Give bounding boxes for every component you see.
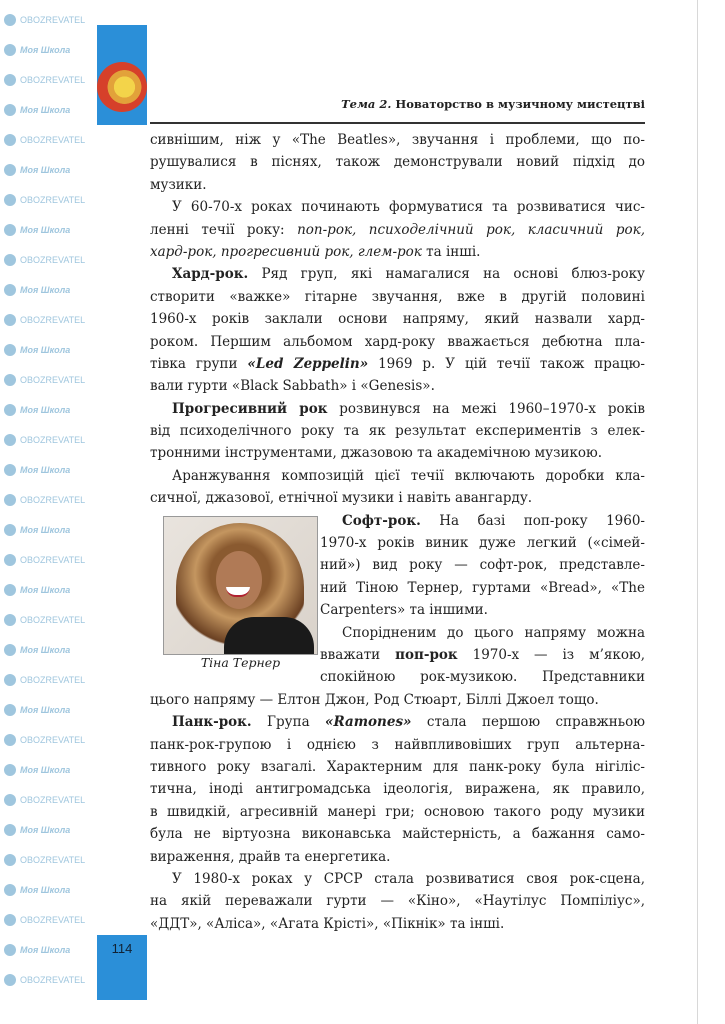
text-line	[150, 801, 645, 823]
text: створити «важке» гітарне звучання, вже в другій половині	[150, 288, 645, 305]
text: 1970-х — із м’якою,	[457, 646, 645, 663]
text-line	[150, 174, 645, 196]
watermark-logo-icon	[4, 554, 16, 566]
text: від психоделічного року та як результат експериментів з елек-	[150, 423, 645, 440]
watermark	[4, 464, 70, 476]
watermark	[4, 314, 85, 326]
watermark-text: OBOZREVATEL	[20, 915, 86, 925]
watermark	[4, 164, 70, 176]
watermark-logo-icon	[4, 194, 16, 206]
text-line	[150, 286, 645, 308]
watermark-text: OBOZREVATEL	[20, 75, 86, 85]
watermark-logo-icon	[4, 854, 16, 866]
text: «ДДТ», «Аліса», «Агата Крісті», «Пікнік» та інші.	[150, 915, 505, 932]
text: цього напряму — Елтон Джон, Род Стюарт, Біллі Джоел тощо.	[150, 691, 599, 708]
watermark-text: OBOZREVATEL	[20, 735, 86, 745]
watermark	[4, 374, 85, 386]
text: У 1980-х роках у СРСР стала розвиватися своя рок-сцена,	[172, 870, 645, 887]
music-emblem-icon	[97, 62, 147, 112]
text: 1960-х років заклали основи напряму, який назвали хард-	[150, 311, 645, 328]
page-edge-line	[697, 0, 698, 1024]
text: ний Тіною Тернер, гуртами «Bread», «The	[320, 579, 645, 596]
text-line	[320, 532, 645, 554]
watermark	[4, 734, 85, 746]
page-number: 114	[111, 941, 133, 956]
watermark-logo-icon	[4, 734, 16, 746]
term-italic: хард-рок, прогресивний рок, глем-рок	[150, 243, 422, 260]
watermark	[4, 554, 85, 566]
watermark-text: OBOZREVATEL	[20, 195, 86, 205]
watermark-text: Моя Школа	[20, 45, 71, 55]
watermark-text: OBOZREVATEL	[20, 375, 86, 385]
text: Carpenters» та іншими.	[320, 602, 488, 619]
watermark-logo-icon	[4, 974, 16, 986]
watermark-text: OBOZREVATEL	[20, 555, 86, 565]
watermark-logo-icon	[4, 824, 16, 836]
text: роком. Першим альбомом хард-року вважається дебютна пла-	[150, 333, 645, 350]
text: На базі поп-року 1960-	[420, 512, 645, 529]
running-header	[150, 97, 645, 111]
watermark	[4, 284, 70, 296]
watermark-text: OBOZREVATEL	[20, 315, 86, 325]
watermark-logo-icon	[4, 704, 16, 716]
text: вираження, драйв та енергетика.	[150, 848, 391, 865]
watermark-text: Моя Школа	[20, 165, 71, 175]
topic-title: Новаторство в музичному мистецтві	[391, 97, 645, 111]
text-line	[320, 577, 645, 599]
watermark	[4, 614, 85, 626]
text: 1970-х років виник дуже легкий («сімей-	[320, 535, 645, 552]
watermark-text: Моя Школа	[20, 105, 71, 115]
text-line	[150, 420, 645, 442]
text: в швидкій, агресивній манері гри; основою такого роду музики	[150, 803, 645, 820]
watermark	[4, 134, 85, 146]
watermark-logo-icon	[4, 794, 16, 806]
watermark-logo-icon	[4, 944, 16, 956]
text-line	[150, 331, 645, 353]
text-line	[150, 823, 645, 845]
watermark	[4, 194, 85, 206]
text-line	[150, 219, 645, 241]
watermark	[4, 764, 70, 776]
watermark-logo-icon	[4, 164, 16, 176]
text: розвинувся на межі 1960–1970-х років	[327, 400, 645, 417]
watermark-logo-icon	[4, 44, 16, 56]
watermark-text: Моя Школа	[20, 645, 71, 655]
text: 1969 р. У цій течії також працю-	[368, 355, 645, 372]
watermark	[4, 44, 70, 56]
text: рушувалися в піснях, також демонстрували новий підхід до	[150, 154, 645, 171]
text: сичної, джазової, етнічної музики і навіть авангарду.	[150, 490, 533, 507]
watermark-text: Моя Школа	[20, 525, 71, 535]
watermark	[4, 584, 70, 596]
text-line	[150, 734, 645, 756]
watermark	[4, 914, 85, 926]
text-line	[150, 263, 645, 285]
text: Ряд груп, які намагалися на основі блюз-року	[248, 266, 645, 283]
watermark-logo-icon	[4, 74, 16, 86]
watermark	[4, 974, 85, 986]
watermark	[4, 254, 85, 266]
text-line	[150, 308, 645, 330]
text-line	[320, 666, 645, 688]
text: Спорідненим до цього напряму можна	[342, 624, 645, 641]
watermark	[4, 944, 70, 956]
text-line	[150, 913, 645, 935]
topic-label: Тема 2.	[341, 97, 392, 111]
watermark-text: OBOZREVATEL	[20, 675, 86, 685]
band-led-zeppelin: «Led Zeppelin»	[247, 355, 369, 372]
watermark-text: OBOZREVATEL	[20, 435, 86, 445]
text-line	[150, 778, 645, 800]
text-line	[150, 196, 645, 218]
text: спокійною рок-музикою. Представники	[320, 669, 645, 686]
text: була не віртуозна виконавська майстерність, а бажання само-	[150, 826, 645, 843]
watermark-logo-icon	[4, 314, 16, 326]
text: тивного року взагалі. Характерним для панк-року була нігіліс-	[150, 758, 645, 775]
header-rule	[150, 122, 645, 124]
text-line	[150, 375, 645, 397]
text: вали гурти «Black Sabbath» і «Genesis».	[150, 378, 435, 395]
text: вважати	[320, 646, 396, 663]
term-progressive-rock: Прогресивний рок	[172, 400, 328, 417]
text-line	[150, 689, 645, 711]
watermark-text: OBOZREVATEL	[20, 15, 86, 25]
text: панк-рок-групою і однією з найвпливовіших груп альтерна-	[150, 736, 645, 753]
text: Аранжування композицій цієї течії включають доробки кла-	[172, 467, 645, 484]
watermark-text: Моя Школа	[20, 465, 71, 475]
text-line	[150, 398, 645, 420]
watermark-logo-icon	[4, 884, 16, 896]
watermark-logo-icon	[4, 344, 16, 356]
text-line	[320, 622, 645, 644]
watermark-logo-icon	[4, 764, 16, 776]
watermark-logo-icon	[4, 494, 16, 506]
text-line	[320, 599, 645, 621]
text-line	[320, 644, 645, 666]
watermark-text: Моя Школа	[20, 945, 71, 955]
watermark	[4, 644, 70, 656]
text-line	[150, 868, 645, 890]
watermark-text: Моя Школа	[20, 225, 71, 235]
watermark-text: OBOZREVATEL	[20, 495, 86, 505]
watermark-logo-icon	[4, 614, 16, 626]
text-line	[150, 151, 645, 173]
watermark	[4, 404, 70, 416]
watermark-text: Моя Школа	[20, 585, 71, 595]
text: тронними інструментами, джазовою та академічною музикою.	[150, 445, 603, 462]
watermark-text: Моя Школа	[20, 825, 71, 835]
text: У 60-70-х роках починають формуватися та розвиватися чис-	[172, 199, 645, 216]
watermark-logo-icon	[4, 584, 16, 596]
text-line	[150, 241, 645, 263]
text: тівка групи	[150, 355, 248, 372]
term-hard-rock: Хард-рок.	[172, 266, 249, 283]
watermark-logo-icon	[4, 404, 16, 416]
watermark-logo-icon	[4, 524, 16, 536]
text: сивнішим, ніж у «The Beatles», звучання і проблеми, що по-	[150, 132, 645, 148]
watermark-text: Моя Школа	[20, 345, 71, 355]
watermark	[4, 74, 85, 86]
watermark-text: Моя Школа	[20, 405, 71, 415]
text-line	[320, 554, 645, 576]
watermark	[4, 884, 70, 896]
watermark-text: OBOZREVATEL	[20, 975, 86, 985]
watermark-logo-icon	[4, 14, 16, 26]
text: ленні течії року:	[150, 221, 298, 238]
watermark-text: Моя Школа	[20, 705, 71, 715]
text: та інші.	[421, 243, 481, 260]
watermark	[4, 824, 70, 836]
text-line	[150, 442, 645, 464]
watermark-logo-icon	[4, 284, 16, 296]
watermark-text: OBOZREVATEL	[20, 855, 86, 865]
photo-caption: Тіна Тернер	[200, 655, 281, 670]
watermark	[4, 224, 70, 236]
watermark-text: Моя Школа	[20, 765, 71, 775]
text: на якій переважали гурти — «Кіно», «Наутілус Помпіліус»,	[150, 893, 645, 910]
text-line	[150, 487, 645, 509]
watermark-text: OBOZREVATEL	[20, 135, 86, 145]
watermark	[4, 854, 85, 866]
watermark-text: OBOZREVATEL	[20, 795, 86, 805]
text-line	[150, 846, 645, 868]
watermark	[4, 344, 70, 356]
watermark-text: OBOZREVATEL	[20, 615, 86, 625]
term-italic: поп-рок, психоделічний рок, класичний рок,	[297, 221, 645, 238]
watermark-logo-icon	[4, 674, 16, 686]
watermark-logo-icon	[4, 224, 16, 236]
text: тична, іноді антигромадська ідеологія, виражена, як правило,	[150, 781, 645, 798]
watermark-logo-icon	[4, 374, 16, 386]
watermark-logo-icon	[4, 134, 16, 146]
watermark-logo-icon	[4, 914, 16, 926]
text: стала першою справжньою	[411, 714, 645, 731]
text-line	[150, 711, 645, 733]
term-soft-rock: Софт-рок.	[342, 512, 421, 529]
text: ний») вид року — софт-рок, представле-	[320, 557, 645, 574]
band-ramones: «Ramones»	[325, 714, 412, 731]
watermark-logo-icon	[4, 254, 16, 266]
watermark	[4, 704, 70, 716]
watermark-logo-icon	[4, 644, 16, 656]
text-line	[150, 890, 645, 912]
watermark	[4, 434, 85, 446]
text-line	[150, 756, 645, 778]
term-punk-rock: Панк-рок.	[172, 714, 252, 731]
text: музики.	[150, 176, 207, 193]
body-text	[150, 129, 645, 935]
watermark	[4, 494, 85, 506]
text-line	[150, 129, 645, 151]
term-pop-rock: поп-рок	[395, 646, 458, 663]
watermark	[4, 794, 85, 806]
text-line	[150, 353, 645, 375]
text: Група	[251, 714, 326, 731]
text-line	[320, 510, 645, 532]
watermark	[4, 104, 70, 116]
watermark-logo-icon	[4, 464, 16, 476]
watermark-text: Моя Школа	[20, 285, 71, 295]
text-line	[150, 465, 645, 487]
watermark	[4, 524, 70, 536]
watermark-logo-icon	[4, 104, 16, 116]
watermark	[4, 14, 85, 26]
watermark-text: Моя Школа	[20, 885, 71, 895]
watermark	[4, 674, 85, 686]
watermark-logo-icon	[4, 434, 16, 446]
watermark-text: OBOZREVATEL	[20, 255, 86, 265]
